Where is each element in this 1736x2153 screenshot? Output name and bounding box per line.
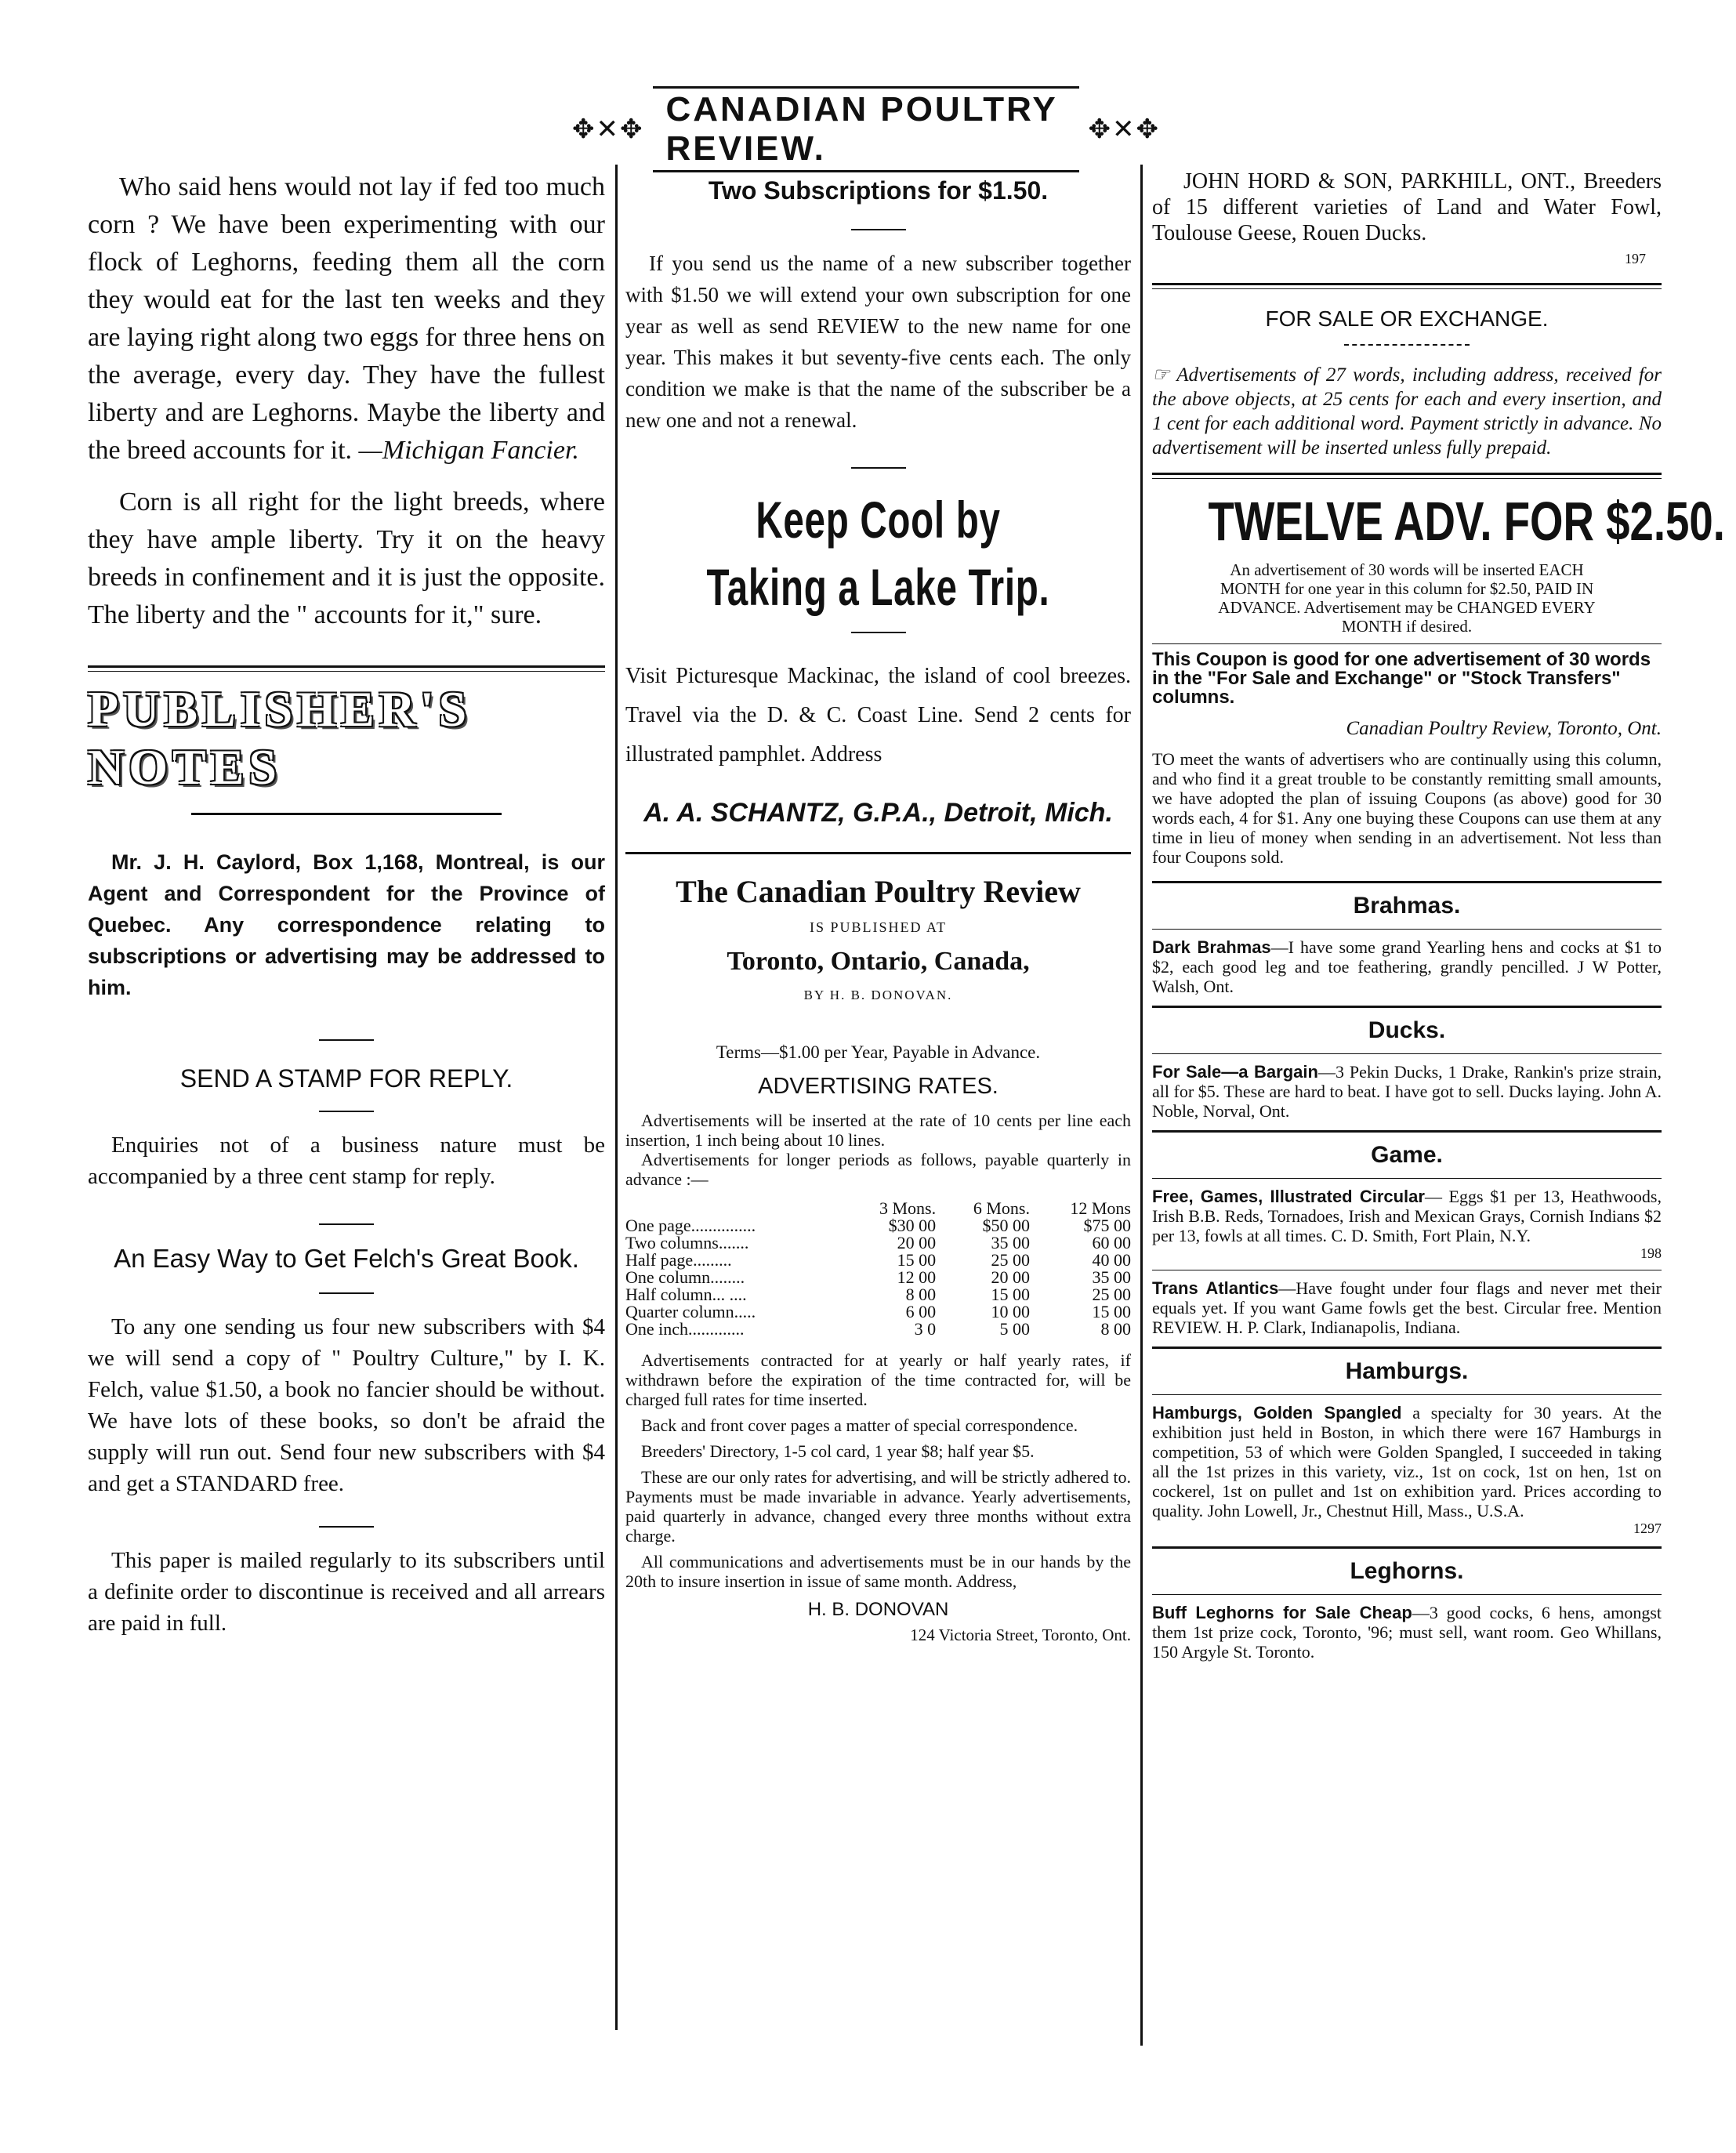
leghorns-ad [1152,1603,1662,1662]
ornament-left-icon: ✥✕✥ [572,115,644,144]
rates-cell: 35 00 [1092,1267,1131,1287]
signature-address: 124 Victoria Street, Toronto, Ont. [910,1626,1131,1644]
rule [1152,1053,1662,1054]
terms: Terms—$1.00 per Year, Payable in Advance. [716,1042,1041,1062]
rates-cell: 5 00 [999,1319,1030,1339]
review-title: The Canadian Poultry Review [676,874,1081,909]
dash-separator [319,1526,374,1528]
rates-row [625,1303,1131,1321]
felch-text: To any one sending us four new subscribers with $4 we will send a copy of " Poultry Culture," by I. K. Felch, value $1.50, a book no fancier should be without. We have lots of these books, so don't be afraid the supply will run out. Send four new subscribers with $4 and get a STANDARD free. [88,1314,605,1496]
leghorns-ad-text: —3 good cocks, 6 hens, amongst them 1st prize cock, Toronto, '96; must sell, want room. Geo Whillans, 150 Argyle St. Toronto. [1152,1603,1662,1662]
ducks-heading: Ducks. [1368,1017,1446,1043]
dash-separator [319,1223,374,1225]
rates-row [625,1252,1131,1269]
rule [1152,643,1662,644]
rates-cell: 8 00 [1100,1319,1131,1339]
game-ad-1 [1152,1187,1662,1245]
ducks-ad-lead: For Sale—a Bargain [1152,1062,1318,1082]
game-ad-1-lead: Free, Games, Illustrated Circular [1152,1187,1425,1206]
pointing-hand-icon: ☞ [1152,364,1177,386]
rates-header-row [625,1200,1131,1217]
for-sale-text [1152,363,1662,460]
leghorns-heading: Leghorns. [1350,1558,1464,1584]
hord-card: JOHN HORD & SON, PARKHILL, ONT., Breeders of 15 different varieties of Land and Water Fowl, Toulouse Geese, Rouen Ducks. [1152,169,1662,245]
rates-row-label: Quarter column..... [625,1302,756,1321]
rates-row-label: One page............... [625,1216,756,1235]
rates-row [625,1269,1131,1286]
agent-notice: Mr. J. H. Caylord, Box 1,168, Montreal, is our Agent and Correspondent for the Province of Quebec. Any correspondence relating to subscriptions or advertising may be addressed to him. [88,850,605,999]
adv-directory-text: Breeders' Directory, 1-5 col card, 1 year $8; half year $5. [641,1441,1035,1461]
rates-row [625,1234,1131,1252]
adv-cover-text: Back and front cover pages a matter of special correspondence. [641,1415,1078,1435]
publisher-byline: BY H. B. DONOVAN. [803,988,953,1002]
mackinac-text: Visit Picturesque Mackinac, the island of cool breezes. Travel via the D. & C. Coast Line. Send 2 cents for illustrated pamphlet. Address [625,664,1131,767]
coupon-signature: Canadian Poultry Review, Toronto, Ont. [1346,718,1662,739]
dash-separator [851,632,906,633]
adv-rate-text: Advertisements will be inserted at the rate of 10 cents per line each insertion, 1 inch being about 10 lines. [625,1111,1131,1150]
signature-name: H. B. DONOVAN [807,1599,949,1620]
for-sale-text-content: Advertisements of 27 words, including address, received for the above objects, at 25 cents for each and every insertion, and 1 cent for each additional word. Payment strictly in advance. No advertisement will be inserted unless fully prepaid. [1152,364,1662,459]
column-2 [625,169,1131,1645]
corn-article-text: Who said hens would not lay if fed too much corn ? We have been experimenting with our flock of Leghorns, feeding them all the corn they would eat for the last ten weeks and they are laying right along two eggs for three hens on the average, every day. They have the fullest liberty and are Leghorns. Maybe the liberty and the breed accounts for it. [88,172,605,465]
rates-row [625,1217,1131,1234]
rates-cell: $50 00 [982,1216,1030,1235]
rates-row-label: Half column... .... [625,1285,747,1304]
stamp-text: Enquiries not of a business nature must be accompanied by a three cent stamp for reply. [88,1133,605,1189]
corn-article-source: —Michigan Fancier. [358,436,579,465]
coupon-offer: This Coupon is good for one advertisement of 30 words in the "For Sale and Exchange" or "Stock Transfers" columns. [1152,649,1651,708]
rule [1152,1006,1662,1008]
dash-separator [851,467,906,469]
corn-commentary: Corn is all right for the light breeds, where they have ample liberty. Try it on the heavy breeds in confinement and it is just the opposite. The liberty and the " accounts for it," sure. [88,488,605,629]
rates-cell: 15 00 [897,1250,937,1270]
rule [1152,881,1662,883]
game-ad-1-number: 198 [1640,1245,1662,1261]
masthead-title: CANADIAN POULTRY REVIEW. [653,86,1078,172]
rates-header-cell: 12 Mons [1070,1198,1131,1218]
hamburgs-ad-number: 1297 [1633,1521,1662,1536]
adv-deadline-text: All communications and advertisements must be in our hands by the 20th to insure insertion in issue of same month. Address, [625,1552,1131,1591]
rates-row [625,1286,1131,1303]
keep-cool-headline: Keep Cool by Taking a Lake Trip. [706,491,1050,616]
rates-cell: 35 00 [991,1233,1030,1252]
rates-cell: 3 0 [914,1319,937,1339]
leghorns-ad-lead: Buff Leghorns for Sale Cheap [1152,1603,1412,1622]
column-1 [88,169,605,1639]
rule [625,852,1131,854]
rates-cell: $30 00 [888,1216,937,1235]
rule [1152,1347,1662,1349]
dash-separator [319,1292,374,1294]
rates-table [625,1200,1131,1338]
rule [191,813,502,815]
hamburgs-ad [1152,1403,1662,1521]
schantz-address: A. A. SCHANTZ, G.P.A., Detroit, Mich. [643,798,1113,828]
adv-payment-text: These are our only rates for advertising, and will be strictly adhered to. Payments must be made invariable in advance. Yearly advertisements, paid quarterly in advance, changed every three months without extra charge. [625,1467,1131,1546]
column-3 [1152,169,1725,1662]
rule [1152,929,1662,930]
rates-row [625,1321,1131,1338]
masthead [572,90,1160,168]
column-rule-left [615,165,618,2030]
rates-cell: 8 00 [905,1285,937,1304]
rates-cell: $75 00 [1083,1216,1131,1235]
ducks-ad [1152,1062,1662,1121]
rule [1152,1130,1662,1133]
rates-cell: 20 00 [991,1267,1030,1287]
for-sale-heading: FOR SALE OR EXCHANGE. [1265,306,1549,331]
rates-cell: 10 00 [991,1302,1030,1321]
game-ad-2-lead: Trans Atlantics [1152,1278,1279,1298]
ducks-ad-text: —3 Pekin Ducks, 1 Drake, Rankin's prize strain, all for $5. These are hard to beat. I have got to sell. Ducks laying. John A. Noble, Norval, Ont. [1152,1062,1662,1121]
rates-row-label: One inch............. [625,1319,745,1339]
hord-number: 197 [1625,251,1646,266]
game-heading: Game. [1371,1142,1443,1168]
corn-article [88,169,605,469]
double-rule [1152,283,1662,289]
rates-cell: 6 00 [905,1302,937,1321]
felch-heading: An Easy Way to Get Felch's Great Book. [114,1244,579,1273]
dash-separator [851,229,906,230]
publishers-notes-logo: PUBLISHER'S NOTES [88,681,472,795]
coupon-text: TO meet the wants of advertisers who are continually using this column, and who find it a great trouble to be constantly remitting small amounts, we have adopted the plan of issuing Coupons (as above) good for 30 words each, 4 for $1. Any one buying these Coupons can use them at any time in lieu of money when sending in an advertisement. Not less than four Coupons sold. [1152,749,1662,867]
ornament-right-icon: ✥✕✥ [1088,115,1160,144]
brahmas-ad [1152,937,1662,996]
game-ad-2 [1152,1278,1662,1337]
rates-cell: 25 00 [1092,1285,1131,1304]
dash-separator [319,1039,374,1041]
hamburgs-ad-lead: Hamburgs, Golden Spangled [1152,1403,1402,1423]
rates-row-label: Two columns....... [625,1233,749,1252]
hamburgs-heading: Hamburgs. [1345,1358,1469,1384]
game-ad-1-text: — Eggs $1 per 13, Heathwoods, Irish B.B. Reds, Tornadoes, Irish and Mexican Grays, Cornish Indians $2 per 13, fowls at all times. C. D. Smith, Fort Plain, N.Y. [1152,1187,1662,1245]
brahmas-ad-text: —I have some grand Yearling hens and cocks at $1 to $2, each good leg and toe feathering, grandly pencilled. J W Potter, Walsh, Ont. [1152,937,1662,996]
rates-header-cell: 6 Mons. [973,1198,1030,1218]
publication-place: Toronto, Ontario, Canada, [727,947,1030,976]
double-rule [1152,473,1662,479]
rule [1152,1594,1662,1595]
rates-row-label: Half page......... [625,1250,732,1270]
rule [1152,1394,1662,1395]
subscriptions-text: If you send us the name of a new subscriber together with $1.50 we will extend your own subscription for one year as well as send REVIEW to the new name for one year. This makes it but seventy-five cents each. The only condition we make is that the name of the subscriber be a new one and not a renewal. [625,252,1131,432]
adv-periods-text: Advertisements for longer periods as follows, payable quarterly in advance :— [625,1150,1131,1189]
rates-cell: 15 00 [1092,1302,1131,1321]
column-rule-right [1140,165,1143,2046]
advertising-rates-heading: ADVERTISING RATES. [758,1074,998,1099]
rule [1152,1546,1662,1549]
rates-cell: 25 00 [991,1250,1030,1270]
adv-contract-text: Advertisements contracted for at yearly or half yearly rates, if withdrawn before the expiration of the time contracted for, will be charged full rates for time inserted. [625,1350,1131,1409]
subscriptions-heading: Two Subscriptions for $1.50. [708,176,1049,205]
rates-header-empty [625,1200,842,1217]
dash-separator [319,1111,374,1112]
twelve-adv-headline: TWELVE ADV. FOR $2.50. [1208,491,1725,552]
double-rule [88,665,605,672]
hamburgs-ad-text: a specialty for 30 years. At the exhibition just held in Boston, in which there were 167 Hamburgs in competition, 53 of which were Golden Spangled, I succeeded in taking all the 1st prizes in this variety, viz., 1st on cock, 1st on hen, 1st on cockerel, 1st on pullet and 1st on exhibition yard. Prices according to quality. John Lowell, Jr., Chestnut Hill, Mass., U.S.A. [1152,1403,1662,1521]
stamp-heading: SEND A STAMP FOR REPLY. [179,1064,513,1093]
dash-separator [1344,344,1470,346]
rates-cell: 60 00 [1092,1233,1131,1252]
rates-cell: 12 00 [897,1267,937,1287]
game-ad-2-text: —Have fought under four flags and never met their equals yet. If you want Game fowls get the best. Circular free. Mention REVIEW. H. P. Clark, Indianapolis, Indiana. [1152,1278,1662,1337]
twelve-adv-text: An advertisement of 30 words will be inserted EACH MONTH for one year in this column for $2.50, PAID IN ADVANCE. Advertisement may be CHANGED EVERY MONTH if desired. [1218,560,1596,636]
brahmas-heading: Brahmas. [1353,893,1461,919]
mailed-notice: This paper is mailed regularly to its subscribers until a definite order to discontinue is received and all arrears are paid in full. [88,1548,605,1636]
rates-header-cell: 3 Mons. [879,1198,937,1218]
published-at: IS PUBLISHED AT [809,919,948,935]
rule [1152,1178,1662,1179]
brahmas-ad-lead: Dark Brahmas [1152,937,1271,957]
rates-cell: 20 00 [897,1233,937,1252]
rates-cell: 15 00 [991,1285,1030,1304]
rates-cell: 40 00 [1092,1250,1131,1270]
rates-row-label: One column........ [625,1267,745,1287]
